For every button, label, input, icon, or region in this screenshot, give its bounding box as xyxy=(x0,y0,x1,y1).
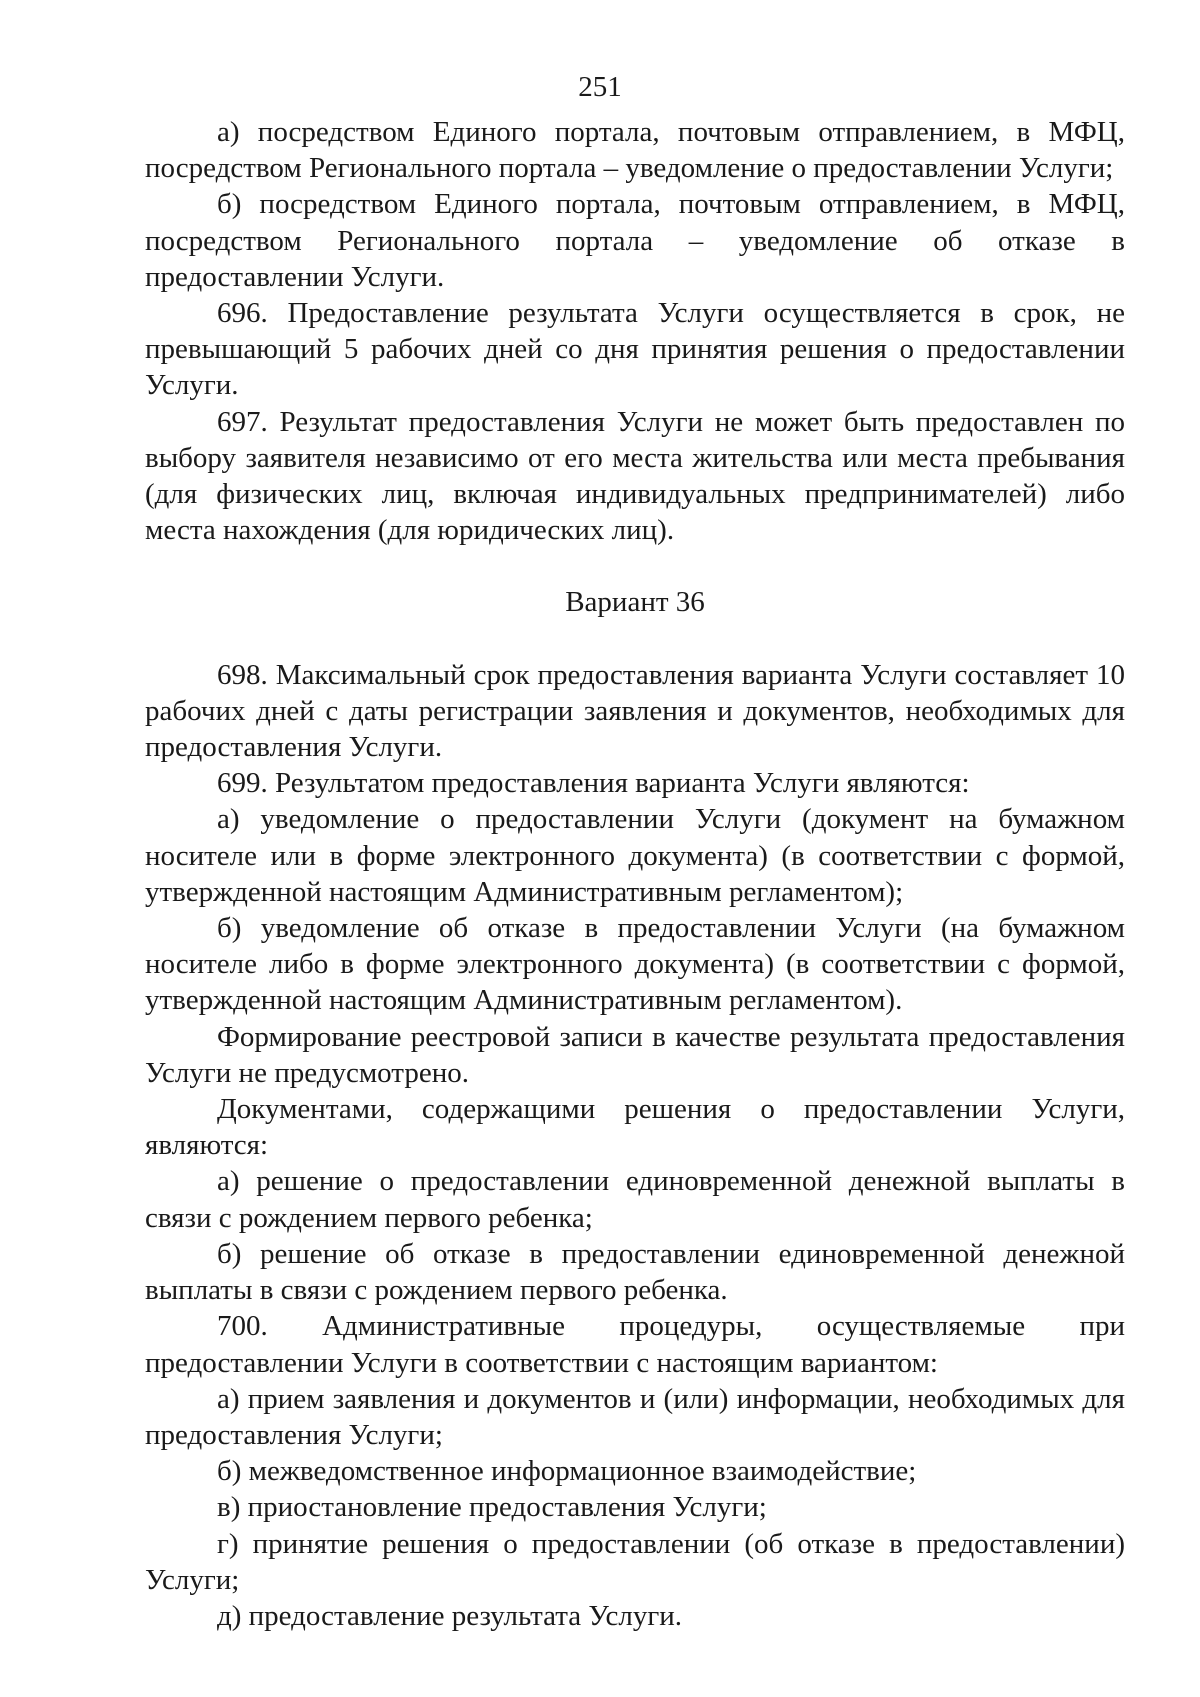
paragraph-699-a: а) уведомление о предоставлении Услуги (документ на бумажном носителе или в форме электронного документа) (в соответствии с формой, утвержденной настоящим Административным регламентом); xyxy=(145,803,1125,908)
paragraph-696: 696. Предоставление результата Услуги осуществляется в срок, не превышающий 5 рабочих дней со дня принятия решения о предоставлении Услуги. xyxy=(145,297,1125,402)
paragraph-700-v: в) приостановление предоставления Услуги; xyxy=(217,1491,767,1524)
paragraph-700-d: д) предоставление результата Услуги. xyxy=(217,1599,682,1632)
paragraph-700-a: а) прием заявления и документов и (или) информации, необходимых для предоставления Услуги; xyxy=(145,1382,1125,1451)
section-heading: Вариант 36 xyxy=(565,586,705,619)
paragraph-decision-b: б) решение об отказе в предоставлении единовременной денежной выплаты в связи с рождением первого ребенка. xyxy=(145,1237,1125,1307)
paragraph-700-b: б) межведомственное информационное взаимодействие; xyxy=(217,1455,917,1488)
paragraph-697: 697. Результат предоставления Услуги не может быть предоставлен по выбору заявителя независимо от его места жительства или места пребывания (для физических лиц, включая индивидуальных предпринимателей) либо места нахождения (для юридических лиц). xyxy=(145,405,1125,547)
paragraph-700-g: г) принятие решения о предоставлении (об отказе в предоставлении) Услуги; xyxy=(145,1527,1125,1596)
paragraph-decision-documents: Документами, содержащими решения о предоставлении Услуги, являются: xyxy=(145,1093,1125,1162)
paragraph-700: 700. Административные процедуры, осуществляемые при предоставлении Услуги в соответствии с настоящим вариантом: xyxy=(145,1310,1125,1379)
paragraph-decision-a: а) решение о предоставлении единовременной денежной выплаты в связи с рождением первого ребенка; xyxy=(145,1165,1125,1234)
document-body xyxy=(145,114,1125,1634)
paragraph-698: 698. Максимальный срок предоставления варианта Услуги составляет 10 рабочих дней с даты регистрации заявления и документов, необходимых для предоставления Услуги. xyxy=(145,658,1125,764)
paragraph-delivery-notice: а) посредством Единого портала, почтовым отправлением, в МФЦ, посредством Регионального портала – уведомление о предоставлении Услуги; xyxy=(145,116,1125,185)
paragraph-699: 699. Результатом предоставления варианта Услуги являются: xyxy=(217,767,970,800)
paragraph-699-b: б) уведомление об отказе в предоставлении Услуги (на бумажном носителе либо в форме электронного документа) (в соответствии с формой, утвержденной настоящим Административным регламентом). xyxy=(145,912,1125,1017)
paragraph-registry-entry: Формирование реестровой записи в качестве результата предоставления Услуги не предусмотрено. xyxy=(145,1020,1125,1089)
paragraph-delivery-refusal: б) посредством Единого портала, почтовым отправлением, в МФЦ, посредством Регионального портала – уведомление об отказе в предоставлении Услуги. xyxy=(145,188,1125,293)
page-number: 251 xyxy=(578,71,622,103)
